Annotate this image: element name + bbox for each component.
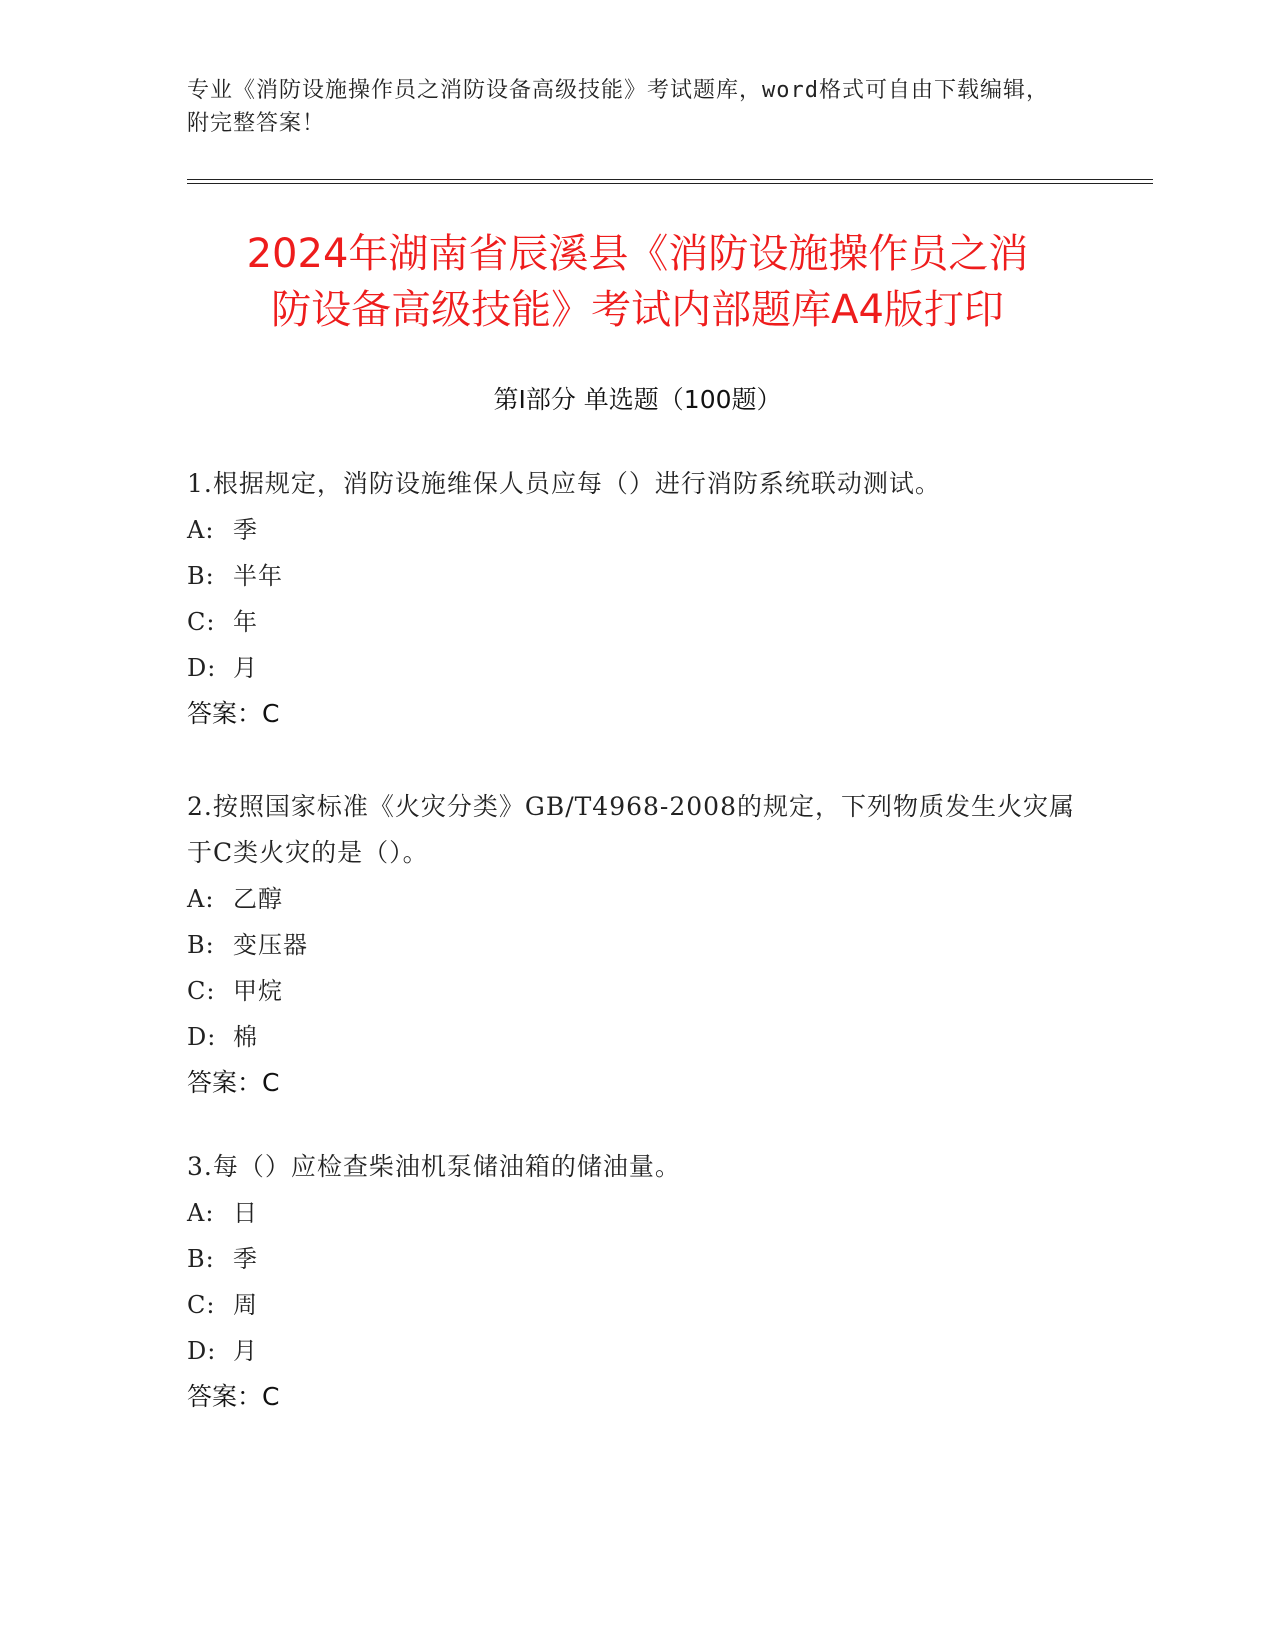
title-line: 防设备高级技能》考试内部题库A4版打印 <box>271 287 1004 333</box>
option-key: A: <box>187 1199 215 1227</box>
option-d <box>187 1328 1087 1374</box>
answer-line <box>187 1060 1087 1106</box>
option-text: 月 <box>233 654 258 682</box>
option-text: 周 <box>233 1291 258 1319</box>
question-item <box>187 784 1087 1106</box>
option-c <box>187 1282 1087 1328</box>
option-text: 甲烷 <box>233 977 283 1005</box>
option-key: B: <box>187 562 215 590</box>
option-key: D: <box>187 1023 217 1051</box>
question-stem: 2.按照国家标准《火灾分类》GB/T4968-2008的规定，下列物质发生火灾属于C类火灾的是（）。 <box>187 792 1075 867</box>
answer-value: C <box>262 1382 280 1411</box>
option-text: 棉 <box>233 1023 258 1051</box>
section-heading: 第I部分 单选题（100题） <box>493 385 782 414</box>
option-d <box>187 1014 1087 1060</box>
answer-label: 答案： <box>187 699 263 728</box>
option-text: 变压器 <box>233 931 308 959</box>
option-b <box>187 922 1087 968</box>
option-d <box>187 645 1087 691</box>
document-title <box>150 226 1125 338</box>
option-key: C: <box>187 1291 216 1319</box>
answer-label: 答案： <box>187 1382 263 1411</box>
option-key: A: <box>187 516 215 544</box>
option-text: 月 <box>233 1337 258 1365</box>
answer-line <box>187 691 1087 737</box>
answer-label: 答案： <box>187 1068 263 1097</box>
option-text: 乙醇 <box>233 885 283 913</box>
header-divider-bottom <box>187 183 1153 184</box>
answer-value: C <box>262 699 280 728</box>
question-stem: 3.每（）应检查柴油机泵储油箱的储油量。 <box>187 1152 681 1181</box>
option-text: 半年 <box>233 562 283 590</box>
option-key: B: <box>187 931 215 959</box>
option-key: A: <box>187 885 215 913</box>
option-text: 年 <box>233 608 258 636</box>
option-key: D: <box>187 1337 217 1365</box>
option-text: 日 <box>233 1199 258 1227</box>
option-c <box>187 968 1087 1014</box>
option-key: D: <box>187 654 217 682</box>
option-key: B: <box>187 1245 215 1273</box>
title-line: 2024年湖南省辰溪县《消防设施操作员之消 <box>246 231 1029 277</box>
answer-line <box>187 1374 1087 1420</box>
option-key: C: <box>187 977 216 1005</box>
option-c <box>187 599 1087 645</box>
header-note: 专业《消防设施操作员之消防设备高级技能》考试题库，word格式可自由下载编辑，附完整答案！ <box>187 78 1049 136</box>
answer-value: C <box>262 1068 280 1097</box>
option-b <box>187 553 1087 599</box>
option-a <box>187 507 1087 553</box>
option-text: 季 <box>233 1245 258 1273</box>
option-a <box>187 1190 1087 1236</box>
option-b <box>187 1236 1087 1282</box>
question-item <box>187 1144 1087 1420</box>
option-key: C: <box>187 608 216 636</box>
question-stem: 1.根据规定，消防设施维保人员应每（）进行消防系统联动测试。 <box>187 469 941 498</box>
header-divider-top <box>187 179 1153 180</box>
question-item <box>187 461 1087 737</box>
option-text: 季 <box>233 516 258 544</box>
option-a <box>187 876 1087 922</box>
